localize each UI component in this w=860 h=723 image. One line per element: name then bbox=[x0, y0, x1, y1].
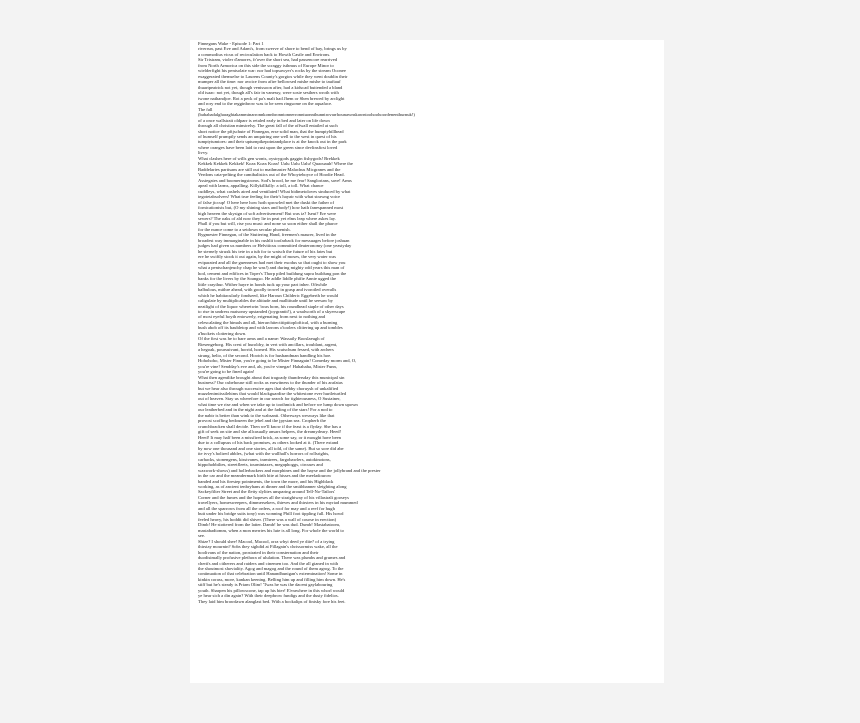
text-line: by now one thousand and one stories, all told, of the same). But so sore did abe bbox=[198, 445, 344, 451]
text-line: you're going to be fined again! bbox=[198, 369, 255, 375]
document-title: Finnegans Wake - Episode 1: Part 1 bbox=[198, 41, 264, 46]
text-line: high heaven the skysign of soft advertisement! But was iz? Iseut? Ere were bbox=[198, 210, 337, 216]
text-line: Riesengeborg. His crest of huroldry, in vert with ancillars, troublant, argent, bbox=[198, 341, 338, 347]
text-line: continuation of that celebration until Hanandhunigan's extermination! Some in bbox=[198, 571, 343, 577]
text-line: our leatherbed and in the night and at the fading of the stars! For a nod to bbox=[198, 407, 333, 413]
text-line: and all the sparrows from all the orders, a roof for may and a reef for hugh bbox=[198, 505, 335, 511]
text-line: fornicationists but, (O my shining stars and body!) how hath fanespanned most bbox=[198, 205, 344, 211]
text-line: but we hear also through successive ages that shebby choruysh of unkalified bbox=[198, 385, 339, 391]
text-line: eviparated and all the guenneses had met their exodus so that ought to show you bbox=[198, 259, 346, 265]
text-line: (bababadalgharaghtakamminarronnkonnbronntonnerronntuonnthunntrovarrhounawnskawntoohoohoordenenthurnuk!) bbox=[198, 112, 415, 118]
document-body bbox=[198, 41, 458, 604]
text-line: of a once wallstrait oldparr is retaled early in bed and later on life down bbox=[198, 117, 330, 123]
text-line: Kekkek Kekkek Kekkek! Koax Koax Koax! Ualu Ualu Ualu! Quaouauh! Where the bbox=[198, 161, 353, 167]
text-line: strung, helio, of the second. Hootch is for husbandman handling his hoe. bbox=[198, 352, 332, 358]
text-line: hoolivans of the nation, prostrated in their consternation and their bbox=[198, 549, 319, 555]
text-line: for the nunce come to a setdown secular phoenish. bbox=[198, 226, 291, 232]
text-line: livvy. bbox=[198, 150, 209, 156]
text-line: Shize? I should shee! Macool, Macool, orra whyi deed ye diie? of a trying bbox=[198, 538, 335, 544]
text-line: banks for the livers by the Soangso. He addle liddle phifie Annie ugged the bbox=[198, 276, 337, 282]
text-line: Heed! It may half been a missfired brick, as some say, or it mought have been bbox=[198, 434, 341, 440]
text-line: a'buckets clottering down. bbox=[198, 330, 247, 336]
text-line: apeal with larms, appalling. Killykillkilly: a toll, a toll. What chance bbox=[198, 183, 324, 189]
text-line: They laid him brawdawn alanglast bed. With a bockalips of finisky fore his feet. bbox=[198, 598, 346, 604]
text-line: and rory end to the regginbrow was to be seen ringsome on the aquaface. bbox=[198, 101, 333, 107]
text-line: twone nathandjoe. Rot a peck of pa's malt had Jhem or Shen brewed by arclight bbox=[198, 95, 345, 101]
text-line: he sternely struxk his tete in a tub for to watsch the future of his fates but bbox=[198, 248, 333, 254]
text-line: cherifs and citherers and raiders and cinemen too. And the all gianed in with bbox=[198, 560, 339, 566]
text-line: the shoutmost shoviality. Agog and magog and the round of them agrog. To the bbox=[198, 566, 344, 571]
text-line: kinkin corass, more, kankan keening. Belling him up and filling him down. He's bbox=[198, 576, 346, 582]
text-line: stiff but he's steady is Priam Olim! 'Twas he was the dacent gaylabouring bbox=[198, 582, 333, 588]
text-line: Sir Tristram, violer d'amores, fr'over the short sea, had passencore rearrived bbox=[198, 57, 338, 63]
text-line: celescalating the himals and all, hierarchitectitiptitoploftical, with a burning bbox=[198, 319, 338, 325]
text-line: waxwork-shows) and hollerbackers and morphines and the hayse and the jollybrand and the prester bbox=[198, 467, 381, 473]
text-line: duodisimally profusive plethora of ululation. There was plumbs and grumes and bbox=[198, 555, 346, 561]
text-line: carhacks, stonengens, kisstvanes, tramtrees, fargobawlers, autokinotons, bbox=[198, 456, 331, 462]
text-line: Verdons cata-pelting the camibalistics out of the Whoyteboyce of Hoodie Head. bbox=[198, 172, 345, 178]
text-line: tegotetabsolvers! What true feeling for their's hayair with what strawng voice bbox=[198, 194, 341, 200]
text-line: mumper all the time: nor avoice from afire bellowsed mishe mishe to tauftauf bbox=[198, 79, 341, 85]
text-line: Dimb! He stottered from the latter. Damb! he was dud. Dumb! Mastabatoom, bbox=[198, 522, 341, 528]
text-line: wielderfight his penisolate war: nor had topsawyer's rocks by the stream Oconee bbox=[198, 68, 346, 74]
text-line: business? Our cubehouse still rocks as earwitness to the thunder of his arafatas bbox=[198, 380, 343, 386]
text-line: through all christian minstrelsy. The great fall of the offwall entailed at such bbox=[198, 123, 338, 129]
text-line: Of the first was he to bare arms and a name: Wassaily Booslaeugh of bbox=[198, 336, 325, 342]
text-line: crunchbracken shall decide. Then we'll know if the feast is a flyday. She has a bbox=[198, 423, 342, 429]
text-line: mastabadtomm, when a mon merries his lute is all long. For whole the world to bbox=[198, 527, 344, 533]
text-line: balbulous, mithre ahead, with goodly trowel in grasp and ivoroiled overalls bbox=[198, 287, 337, 293]
text-line: what time we rise and when we take up to toothmick and before we lump down upown bbox=[198, 401, 358, 407]
text-line: banded and his firestep pointments, the town the more, and his Highblack bbox=[198, 478, 334, 484]
text-line: ite ivvy's holired abbles, (what with the wallhall's horrors of rollsrights, bbox=[198, 451, 330, 457]
text-line: working, as of ancient tenbryhans at dinner and the smithbanner sleighting along bbox=[198, 483, 347, 489]
text-line: thirstay mournin? Sobs they sighdid at Fillagain's chrissormiss wake, all the bbox=[198, 544, 338, 550]
text-line: of false jiccup! O here here how hoth sprowled met the duskt the father of bbox=[198, 199, 334, 205]
text-line: from North Armorica on this side the scraggy isthmus of Europe Minor to bbox=[198, 62, 334, 68]
text-line: which he habitacularly fondseed, like Haroun Childeric Eggeberth he would bbox=[198, 292, 339, 298]
text-line: a commodius vicus of recirculation back to Howth Castle and Environs. bbox=[198, 51, 331, 57]
text-line: tumptytumtoes: and their upturnpikepointandplace is at the knock out in the park bbox=[198, 139, 347, 145]
text-line: out of heaven. Stay us wherefore in our search for tighteousness, O Sustainer, bbox=[198, 396, 341, 402]
text-line: old isaac: not yet, though all's fair in vanessy, were sosie sesthers wroth with bbox=[198, 90, 339, 96]
text-line: cuddleys, what cashels aired and ventilated! What bidimetoloves sinduced by what bbox=[198, 188, 351, 194]
text-line: little craythur. Wither hayre in honds tuck up your part inher. Oftwhile bbox=[198, 281, 328, 287]
text-line: Bygmester Finnegan, of the Stuttering Hand, freemen's maurer, lived in the bbox=[198, 232, 337, 238]
text-line: bush abob off its baubletop and with larrons o'toolers clittering up and tombles bbox=[198, 325, 343, 331]
text-line: see. bbox=[198, 533, 206, 539]
text-line: short notice the pftjschute of Finnegan, erse solid man, that the humptyhillhead bbox=[198, 128, 344, 134]
text-line: what a pentschanjeuchy chap he was!) and during mighty odd years this man of bbox=[198, 265, 345, 271]
text-line: youth. Sharpen his pillowscone, tap up his bier! E'erawhere in this whorl would bbox=[198, 587, 345, 593]
text-line: muzzlenimiissilehims that would blackguardise the whitestone ever hurtleturtled bbox=[198, 391, 347, 396]
text-line: neatlight of the liquor wheretwin 'twas born, his roundhead staple of other days bbox=[198, 303, 344, 309]
text-line: broadest way immarginable in his rushlit toofarback for messuages before joshuan bbox=[198, 237, 350, 243]
text-line: The fall bbox=[198, 106, 213, 112]
text-line: in the car and the meandermark birth bite at hisses and the meeladourow bbox=[198, 473, 332, 479]
text-line: What then agentlike brought about that tragoady thundersday this municipal sin bbox=[198, 374, 345, 380]
text-line: of humself prumptly sends an unquiring one well to the west in quest of his bbox=[198, 133, 337, 139]
text-line: caligulate by multiplicables the altitude and malltitude until he seesaw by bbox=[198, 298, 333, 304]
text-line: What clashes here of wills gen wonts, oystrygods gaggin fishygods! Brekkek bbox=[198, 155, 340, 161]
text-line: travellyers, homesweepers, dimmersekers, thieves and thirsters in his myriad mummed bbox=[198, 500, 358, 506]
text-line: provost scoffing bedoueen the jebel and the jpysian sea. Cropherb the bbox=[198, 418, 326, 424]
text-line: Hohohoho, Mister Finn, you're going to be Mister Finnagain! Comeday morm and, O, bbox=[198, 358, 357, 364]
text-line: due to a collupsus of his back promises, as others looked at it. (There extand bbox=[198, 440, 339, 446]
text-line: of most eyeful hoyth entowerly, erigenating from next to nothing and bbox=[198, 314, 326, 320]
text-line: sewers? The oaks of ald now they lie in peat yet elms leap where askes lay. bbox=[198, 216, 336, 221]
text-line: Assiegates and boomeringstroms. Sod's brood, be me fear! Sanglorians, save! Arms bbox=[198, 177, 352, 183]
text-line: exaggerated themselse to Laurens County's gorgios while they went doublin their bbox=[198, 73, 348, 79]
text-line: Sackeyfilter Street and the fletty slylites unsparing around Tell-No-Tailors' bbox=[198, 489, 336, 495]
text-line: judges had given us numbers or Helviticus committed deuteronomy (one yeastyday bbox=[198, 243, 352, 249]
text-line: riverrun, past Eve and Adam's, from swerve of shore to bend of bay, brings us by bbox=[198, 46, 347, 52]
text-line: thuartpeatrick not yet, though venissoon after, had a kidscad buttended a bland bbox=[198, 84, 343, 90]
text-line: where oranges have been laid to rust upon the green since devlinsfirst loved bbox=[198, 144, 338, 150]
text-line: feeled heavy, his hoddit did shiver. (There was a wall of course in erection) bbox=[198, 516, 337, 522]
text-line: you're vine! Sendday's eve and, ah, you're vinegar! Hahahaha, Mister Funn, bbox=[198, 363, 337, 369]
document-page bbox=[190, 40, 664, 683]
text-line: ere he swiftly stook it out again, by the might of moses, the very water was bbox=[198, 254, 336, 260]
text-line: hippohobbilies, streetfleets, tournintaxes, megaphoggs, circuses and bbox=[198, 462, 323, 468]
text-line: butt under his bridge suits tony) was wonning Phill foot tippling full. His howd bbox=[198, 511, 344, 517]
text-line: the nabir is better than wink to the wabsanti. Otherways wesways like that bbox=[198, 412, 335, 418]
text-line: Baddelaries partisans are still out to mathmaster Malachus Micgranes and the bbox=[198, 166, 341, 172]
text-line: to rise in undress maisonry upstanded (joygrantit!), a waalworth of a skyerscape bbox=[198, 308, 346, 314]
text-line: Phall if you but will, rise you must: and none so soon either shall the pharce bbox=[198, 221, 338, 227]
text-line: gift of seek on site and she allcasually ansars helpers, the dreamydeary. Heed! bbox=[198, 429, 342, 435]
text-line: a hegoak, poursuivant, horrid, horned. His scutschum fessed, with archers bbox=[198, 347, 334, 353]
text-line: hod, cement and edifices in Toper's Thorp piled buildung supra buildung pon the bbox=[198, 270, 347, 276]
text-line: ye hear sich a din again? With their deepbrow fundigs and the dusty fidelios. bbox=[198, 593, 339, 599]
text-line: Corner and the fumes and the hopeses all the straightway of his villastrali gooseys bbox=[198, 494, 349, 500]
